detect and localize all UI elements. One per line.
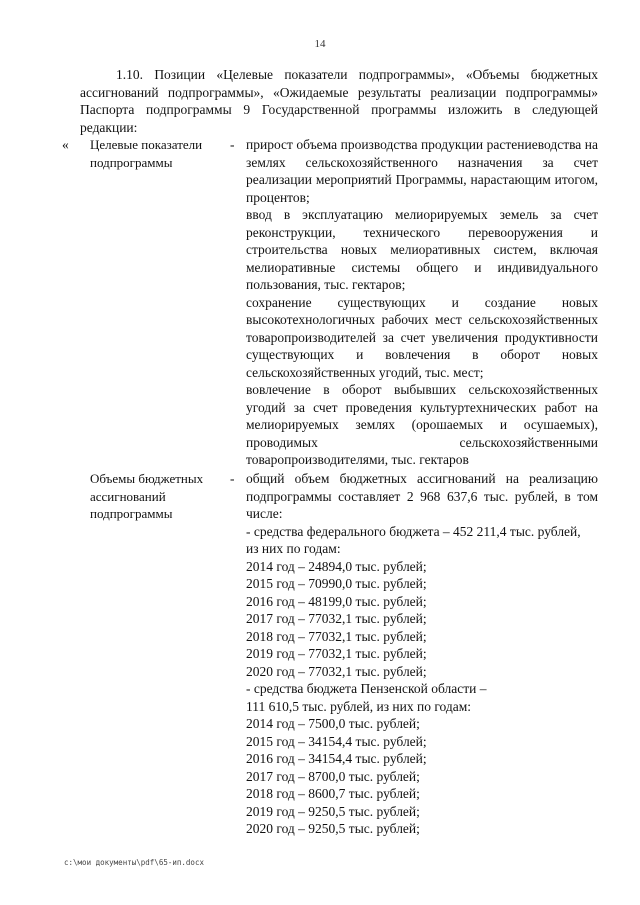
federal-year: 2014 год – 24894,0 тыс. рублей; <box>246 558 427 574</box>
target-item: ввод в эксплуатацию мелиорируемых земель за счет реконструкции, технического перевооружения и строительства новых мелиоративных систем, включая мелиоративные системы общего и индивидуального пользования, тыс. гектаров; <box>246 207 598 292</box>
target-item: прирост объема производства продукции растениеводства на землях сельскохозяйственного назначения за счет реализации мероприятий Программы, нарастающим итогом, процентов; <box>246 137 598 205</box>
page-number: 14 <box>314 38 326 50</box>
budget-content <box>246 470 598 838</box>
federal-heading: - средства федерального бюджета – 452 211,4 тыс. рублей, <box>246 523 581 539</box>
opening-quote: « <box>62 137 69 152</box>
federal-year: 2016 год – 48199,0 тыс. рублей; <box>246 593 427 609</box>
targets-label: Целевые показатели подпрограммы <box>90 137 203 170</box>
federal-year: 2017 год – 77032,1 тыс. рублей; <box>246 611 427 626</box>
target-item: сохранение существующих и создание новых высокотехнологичных рабочих мест сельскохозяйственных товаропроизводителей за счет увеличения продуктивности существующих и вовлечения в оборот новых сельскохозяйственных угодий, тыс. мест; <box>246 294 598 380</box>
regional-heading: - средства бюджета Пензенской области – <box>246 681 487 696</box>
intro-paragraph <box>80 66 598 136</box>
intro-text: 1.10. Позиции «Целевые показатели подпрограммы», «Объемы бюджетных ассигнований подпрограммы», «Ожидаемые результаты реализации подпрограммы» Паспорта подпрограммы 9 Государственной программы изложить в следующей редакции: <box>80 67 598 135</box>
regional-year: 2019 год – 9250,5 тыс. рублей; <box>246 803 420 819</box>
regional-year: 2014 год – 7500,0 тыс. рублей; <box>246 716 420 731</box>
target-item: вовлечение в оборот выбывших сельскохозяйственных угодий за счет проведения культуртехнических работ на мелиорируемых землях (орошаемых и осушаемых), проводимых сельскохозяйственными товаропроизводителями, тыс. гектаров <box>246 382 598 467</box>
budget-label: Объемы бюджетных ассигнований подпрограммы <box>90 471 204 521</box>
regional-year: 2016 год – 34154,4 тыс. рублей; <box>246 751 427 766</box>
federal-subheading: из них по годам: <box>246 541 341 556</box>
federal-year: 2020 год – 77032,1 тыс. рублей; <box>246 663 427 679</box>
federal-year: 2019 год – 77032,1 тыс. рублей; <box>246 646 427 661</box>
regional-year: 2015 год – 34154,4 тыс. рублей; <box>246 733 427 749</box>
footer-file-path: c:\мои документы\pdf\65-ип.docx <box>64 858 204 867</box>
targets-content <box>246 136 598 469</box>
regional-year: 2017 год – 8700,0 тыс. рублей; <box>246 768 420 784</box>
regional-year: 2020 год – 9250,5 тыс. рублей; <box>246 821 420 836</box>
budget-dash: - <box>230 471 235 486</box>
federal-year: 2018 год – 77032,1 тыс. рублей; <box>246 628 427 644</box>
targets-dash: - <box>230 137 235 152</box>
regional-year: 2018 год – 8600,7 тыс. рублей; <box>246 786 420 801</box>
budget-total: общий объем бюджетных ассигнований на реализацию подпрограммы составляет 2 968 637,6 тыс. рублей, в том числе: <box>246 471 598 521</box>
federal-year: 2015 год – 70990,0 тыс. рублей; <box>246 576 427 591</box>
regional-subheading: 111 610,5 тыс. рублей, из них по годам: <box>246 698 472 714</box>
